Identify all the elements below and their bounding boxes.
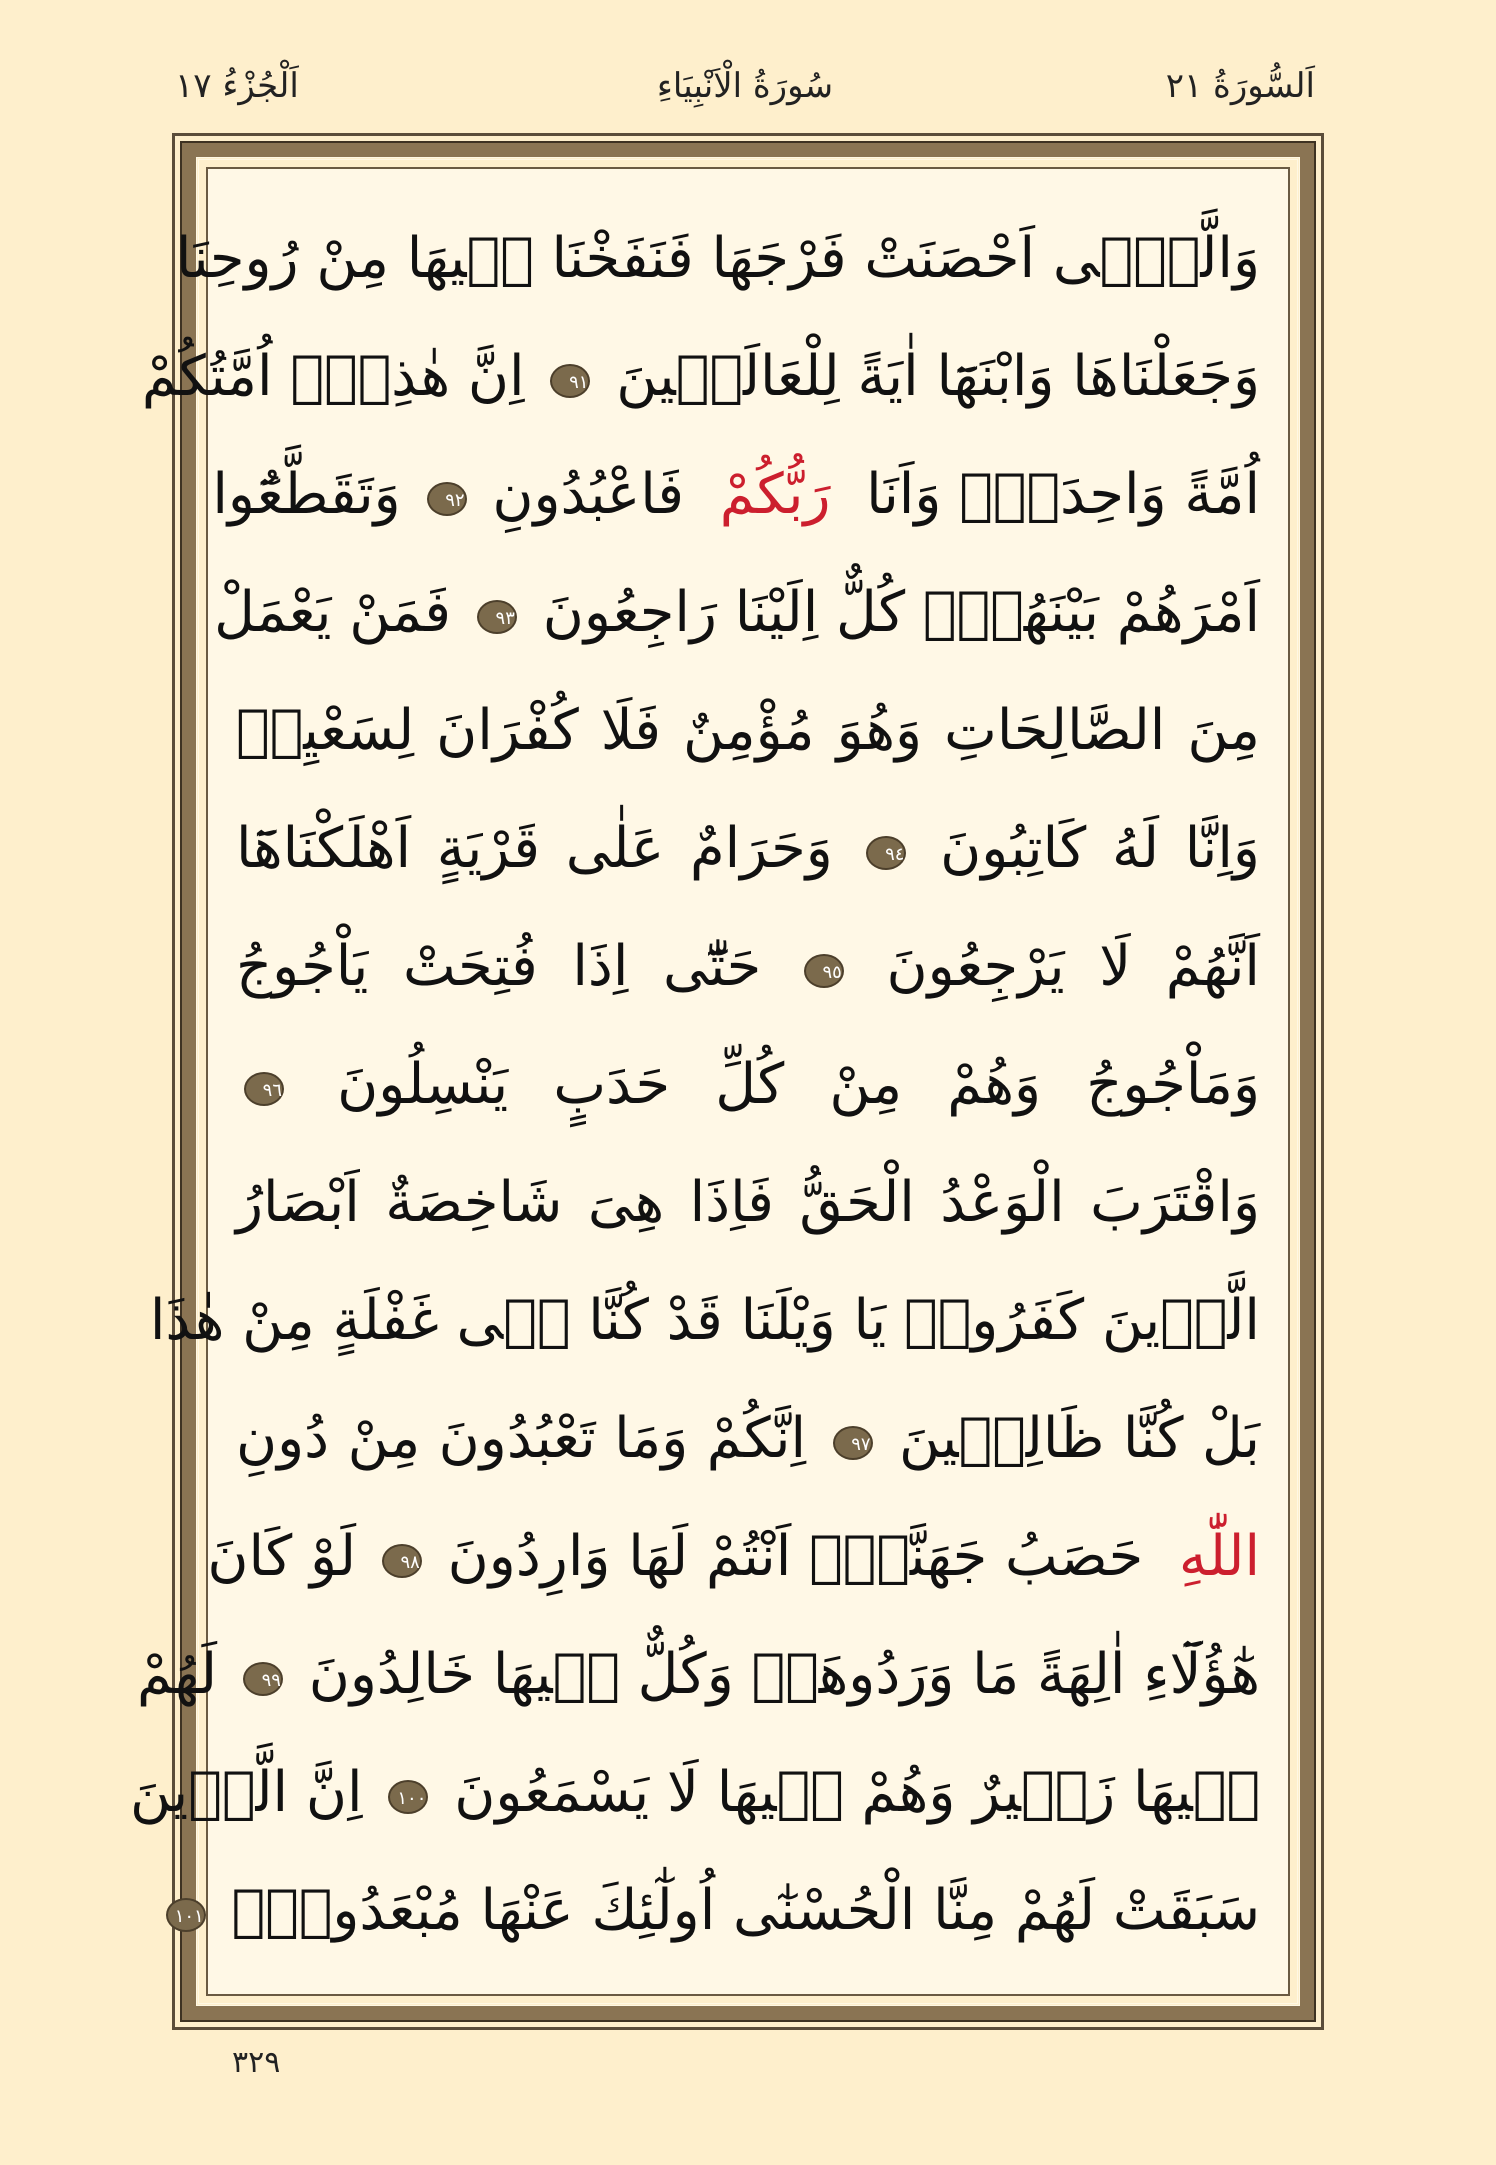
verse-end-marker: ٩٦ xyxy=(244,1072,284,1106)
text-line xyxy=(236,790,1260,908)
highlighted-word: اللّٰهِ xyxy=(1178,1524,1260,1589)
text-line xyxy=(149,1262,1260,1380)
verse-text: وَتَقَطَّعُٓوا xyxy=(212,462,401,527)
juz-number: اَلْجُزْءُ ١٧ xyxy=(175,66,299,106)
text-line xyxy=(236,1380,1260,1498)
text-line xyxy=(214,554,1260,672)
text-line xyxy=(236,1026,1260,1144)
text-line xyxy=(207,1498,1260,1616)
verse-text: الَّذٖينَ كَفَرُواۜ يَا وَيْلَنَا قَدْ كُنَّا فٖى غَفْلَةٍ مِنْ هٰذَا xyxy=(149,1288,1260,1353)
verse-end-marker: ٩٢ xyxy=(427,482,467,516)
verse-text: سَبَقَتْ لَهُمْ مِنَّا الْحُسْنٰٓى اُولٰٓئِكَ عَنْهَا مُبْعَدُونَۙ xyxy=(231,1878,1260,1943)
page-header xyxy=(175,58,1315,128)
verse-end-marker: ١٠١ xyxy=(166,1898,206,1932)
text-line xyxy=(175,200,1260,318)
verse-end-marker: ٩٣ xyxy=(477,600,517,634)
verse-text: فَمَنْ يَعْمَلْ xyxy=(214,580,452,645)
verse-text: اُمَّةً وَاحِدَةًۘ وَاَنَا xyxy=(866,462,1260,527)
text-line xyxy=(136,1616,1260,1734)
verse-end-marker: ٩٩ xyxy=(243,1662,283,1696)
verse-text: لَهُمْ xyxy=(136,1642,218,1707)
verse-end-marker: ٩١ xyxy=(550,364,590,398)
verse-text: لَوْ كَانَ xyxy=(207,1524,357,1589)
text-line xyxy=(236,1144,1260,1262)
verse-text: حَتّٰٓى اِذَا فُتِحَتْ يَاْجُوجُ xyxy=(236,934,762,999)
text-line xyxy=(212,436,1260,554)
verse-end-marker: ٩٥ xyxy=(804,954,844,988)
verse-text: فَاعْبُدُونِ xyxy=(492,462,685,527)
verse-text: مِنَ الصَّالِحَاتِ وَهُوَ مُؤْمِنٌ فَلَا كُفْرَانَ لِسَعْيِهٖ xyxy=(236,698,1260,763)
verse-text: اِنَّ هٰذِهٖٓ اُمَّتُكُمْ xyxy=(141,344,525,409)
verse-text: وَالَّتٖٓى اَحْصَنَتْ فَرْجَهَا فَنَفَخْنَا فٖيهَا مِنْ رُوحِنَا xyxy=(175,226,1260,291)
verse-text: اَنَّهُمْ لَا يَرْجِعُونَ xyxy=(886,934,1260,999)
verse-end-marker: ٩٨ xyxy=(382,1544,422,1578)
verse-end-marker: ٩٧ xyxy=(833,1426,873,1460)
verse-end-marker: ٩٤ xyxy=(866,836,906,870)
text-line xyxy=(236,672,1260,790)
verse-text: وَحَرَامٌ عَلٰى قَرْيَةٍ اَهْلَكْنَاهَٓا xyxy=(236,816,833,881)
verse-end-marker: ١٠٠ xyxy=(388,1780,428,1814)
text-line xyxy=(174,1852,1260,1970)
surah-title: سُورَةُ الْاَنْبِيَاءِ xyxy=(656,66,834,106)
verse-text: وَاِنَّا لَهُ كَاتِبُونَ xyxy=(940,816,1260,881)
text-line xyxy=(236,908,1260,1026)
verse-text: فٖيهَا زَفٖيرٌ وَهُمْ فٖيهَا لَا يَسْمَعُونَ xyxy=(454,1760,1260,1825)
verse-text: وَمَاْجُوجُ وَهُمْ مِنْ كُلِّ حَدَبٍ يَنْسِلُونَ xyxy=(337,1052,1260,1117)
surah-number: اَلسُّورَةُ ٢١ xyxy=(1165,66,1315,106)
verse-text: وَاقْتَرَبَ الْوَعْدُ الْحَقُّ فَاِذَا هِىَ شَاخِصَةٌ اَبْصَارُ xyxy=(236,1170,1260,1235)
verse-text: اَمْرَهُمْ بَيْنَهُمْۜ كُلٌّ اِلَيْنَا رَاجِعُونَ xyxy=(542,580,1260,645)
quran-text-block xyxy=(130,200,1260,1970)
page-number: ٣٢٩ xyxy=(232,2045,281,2080)
verse-text: اِنَّكُمْ وَمَا تَعْبُدُونَ مِنْ دُونِ xyxy=(236,1406,807,1471)
verse-text: هٰٓؤُلَٓاءِ اٰلِهَةً مَا وَرَدُوهَاۜ وَكُلٌّ فٖيهَا خَالِدُونَ xyxy=(308,1642,1260,1707)
text-line xyxy=(130,1734,1260,1852)
highlighted-word: رَبُّكُمْ xyxy=(701,462,849,527)
verse-text: حَصَبُ جَهَنَّمَۜ اَنْتُمْ لَهَا وَارِدُونَ xyxy=(447,1524,1161,1589)
text-line xyxy=(141,318,1260,436)
verse-text: بَلْ كُنَّا ظَالِمٖينَ xyxy=(899,1406,1260,1471)
verse-text: اِنَّ الَّذٖينَ xyxy=(130,1760,363,1825)
verse-text: وَجَعَلْنَاهَا وَابْنَهَٓا اٰيَةً لِلْعَالَمٖينَ xyxy=(616,344,1260,409)
